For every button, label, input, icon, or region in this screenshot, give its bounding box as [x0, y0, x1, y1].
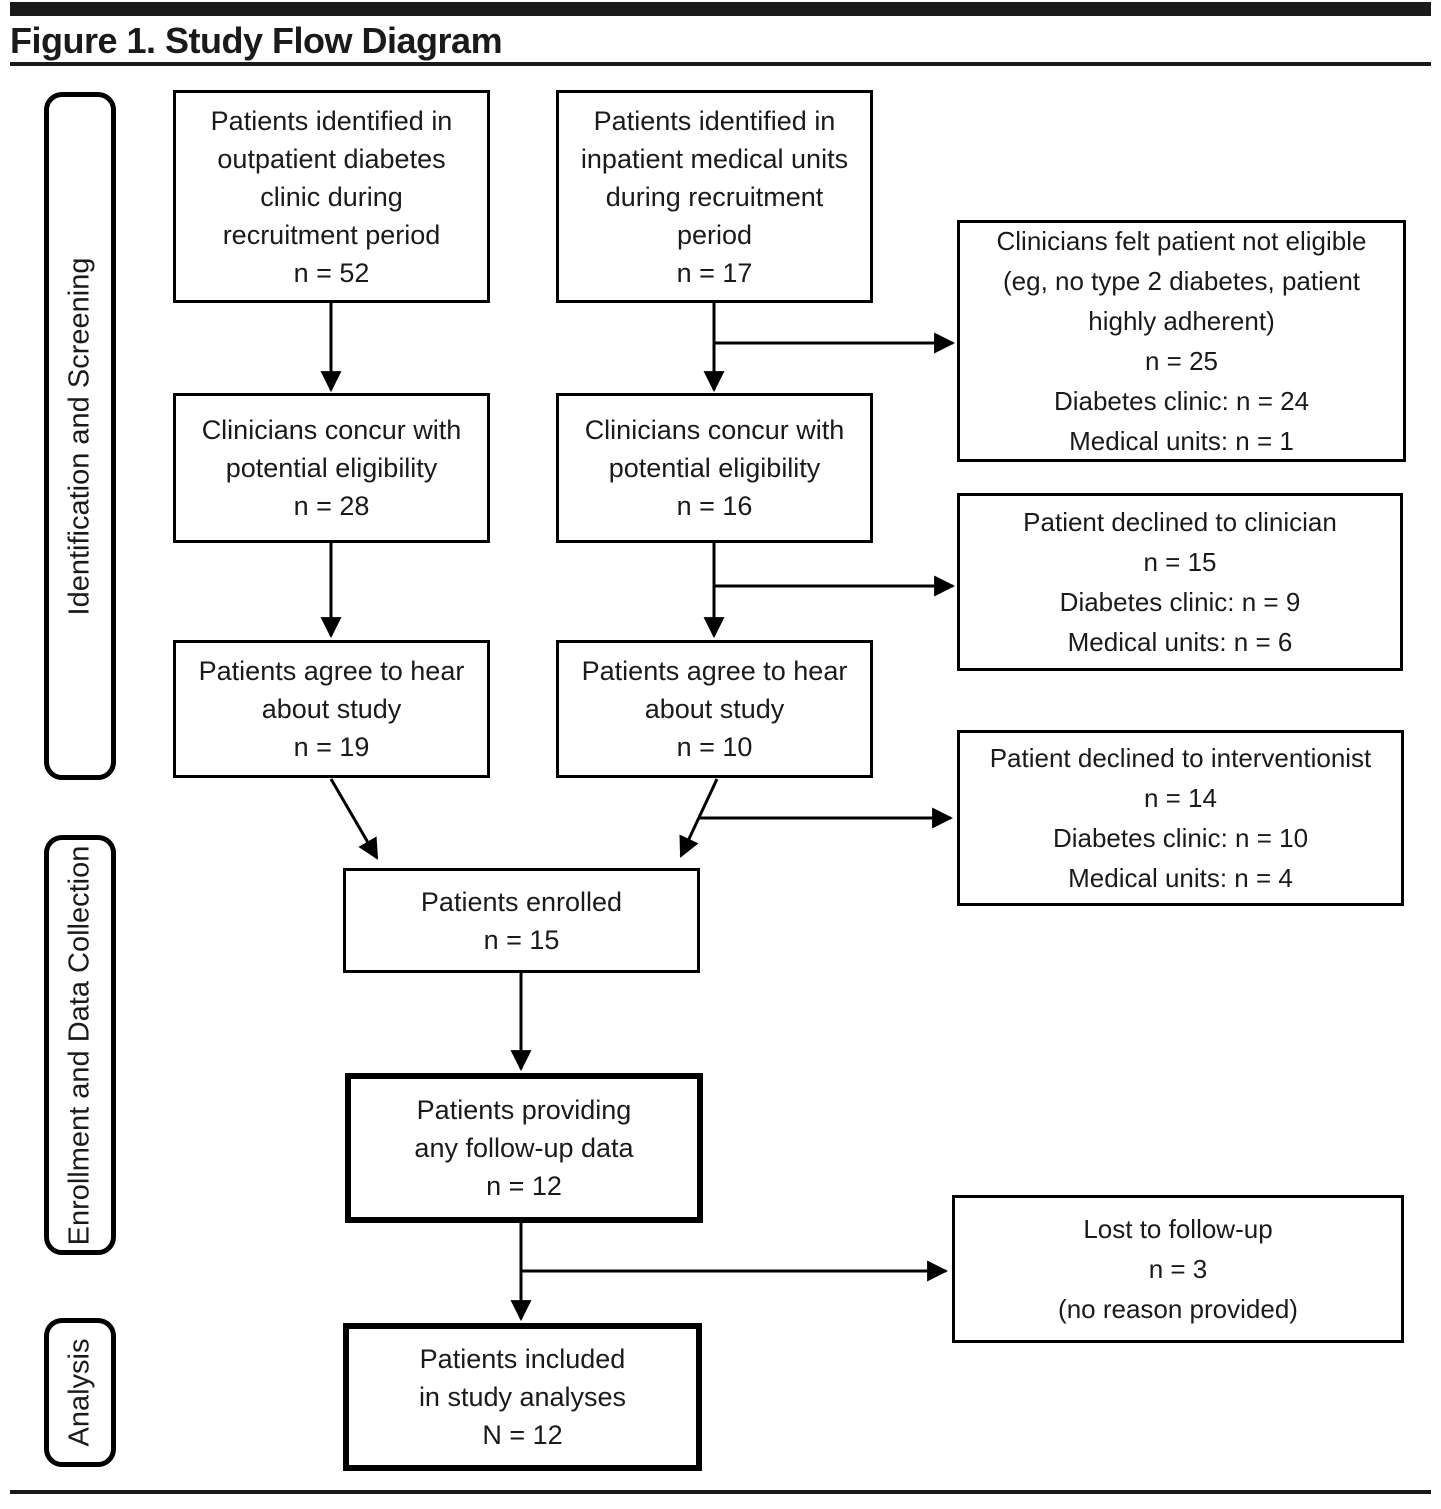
section-analysis-label: Analysis	[63, 1338, 96, 1447]
section-identification-screening	[44, 92, 116, 780]
box-outpatient-identified: Patients identified in outpatient diabetes clinic during recruitment period n = 52	[173, 90, 490, 303]
box-excluded-declined-clinician: Patient declined to clinician n = 15 Diabetes clinic: n = 9 Medical units: n = 6	[957, 493, 1403, 671]
box-study-analyses: Patients included in study analyses N = 12	[343, 1323, 702, 1471]
box-patients-agree-inpatient: Patients agree to hear about study n = 10	[556, 640, 873, 778]
box-clinicians-concur-outpatient: Clinicians concur with potential eligibility n = 28	[173, 393, 490, 543]
box-patients-agree-outpatient: Patients agree to hear about study n = 19	[173, 640, 490, 778]
box-lost-to-followup: Lost to follow-up n = 3 (no reason provided)	[952, 1195, 1404, 1343]
box-excluded-not-eligible: Clinicians felt patient not eligible (eg, no type 2 diabetes, patient highly adherent) n = 25 Diabetes clinic: n = 24 Medical units: n = 1	[957, 220, 1406, 462]
box-clinicians-concur-inpatient: Clinicians concur with potential eligibility n = 16	[556, 393, 873, 543]
box-followup-data: Patients providing any follow-up data n = 12	[345, 1073, 703, 1223]
box-inpatient-identified: Patients identified in inpatient medical units during recruitment period n = 17	[556, 90, 873, 303]
section-identification-screening-label: Identification and Screening	[63, 257, 96, 615]
section-enrollment-data-collection	[44, 835, 116, 1255]
section-enrollment-data-collection-label: Enrollment and Data Collection	[63, 845, 96, 1245]
box-excluded-declined-interventionist: Patient declined to interventionist n = 14 Diabetes clinic: n = 10 Medical units: n = 4	[957, 730, 1404, 906]
figure-title: Figure 1. Study Flow Diagram	[10, 20, 503, 61]
bottom-rule	[10, 1490, 1431, 1494]
title-underline-rule	[10, 62, 1431, 66]
box-patients-enrolled: Patients enrolled n = 15	[343, 868, 700, 973]
section-analysis	[44, 1318, 116, 1467]
top-rule	[10, 2, 1431, 16]
